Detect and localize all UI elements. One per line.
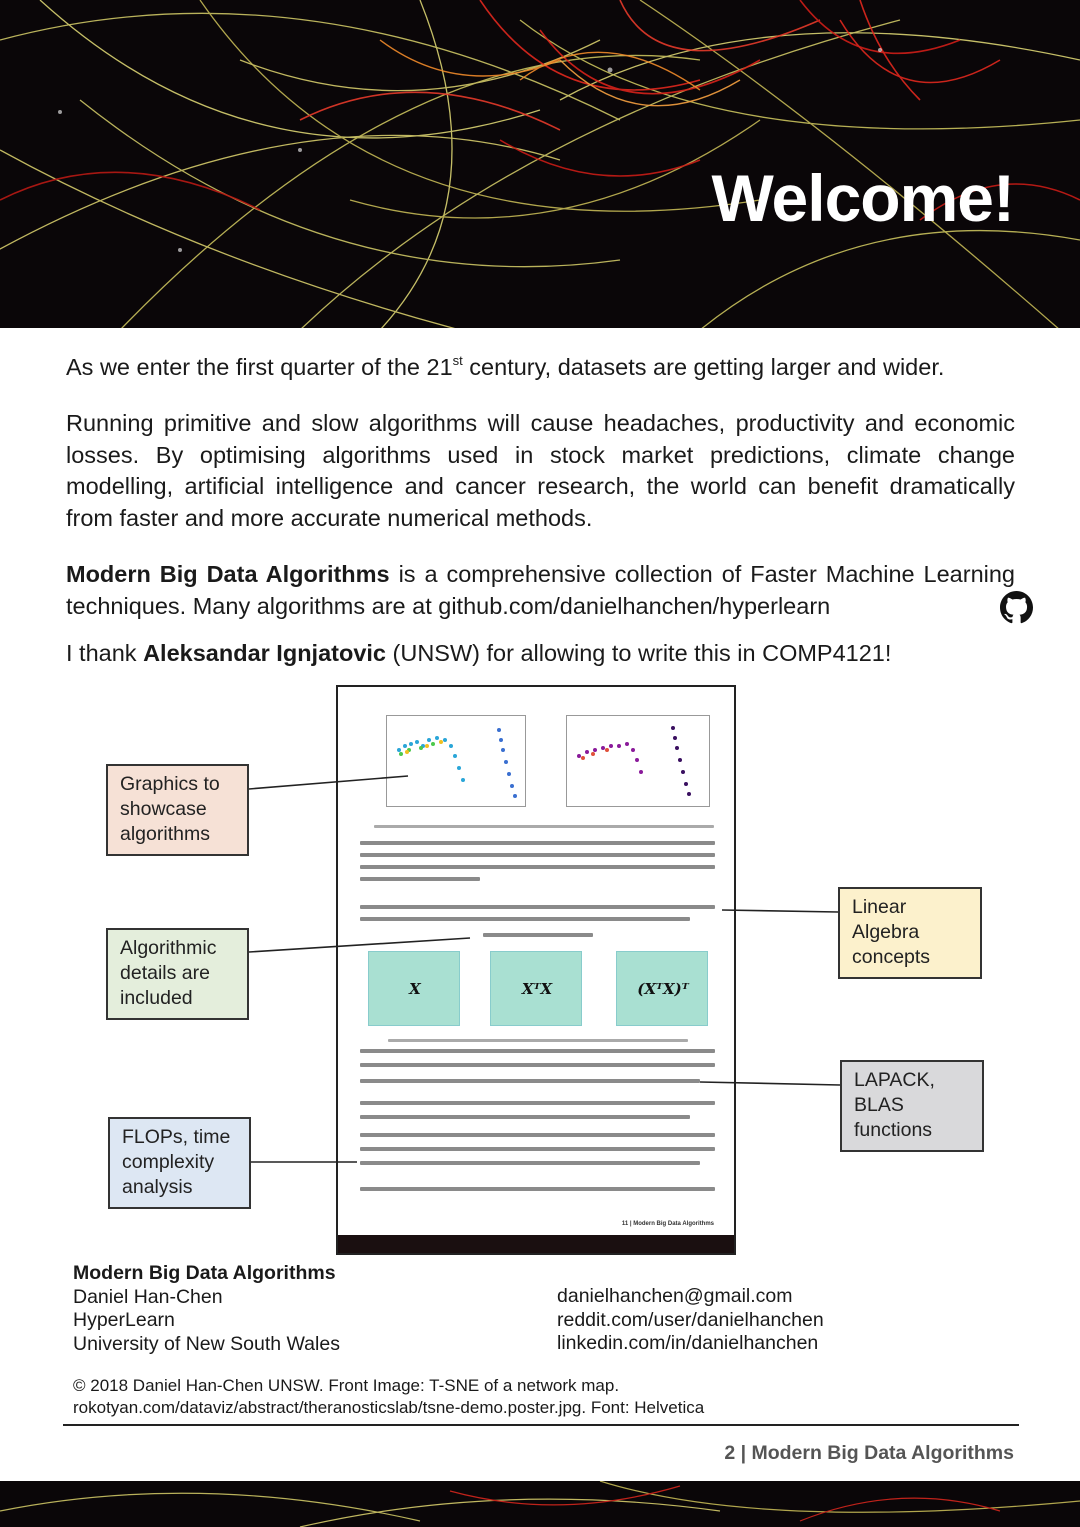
university: University of New South Wales bbox=[73, 1332, 340, 1355]
page-number-footer: 2 | Modern Big Data Algorithms bbox=[724, 1442, 1014, 1464]
intro-paragraph-2: Running primitive and slow algorithms will cause headaches, productivity and economic losses. By optimising algorithms used in stock market predictions, climate change modelling, artificial intelligence and cancer research, the world can benefit dramatically from faster and more accurate numerical methods. bbox=[66, 410, 1015, 531]
hero-banner bbox=[0, 0, 1080, 328]
bottom-image-band bbox=[0, 1481, 1080, 1527]
scatter-plot-thumbnail bbox=[386, 715, 526, 807]
footer-divider bbox=[63, 1424, 1019, 1426]
linkedin-link[interactable]: linkedin.com/in/danielhanchen bbox=[557, 1332, 819, 1354]
intro-paragraph-3: Modern Big Data Algorithms is a comprehensive collection of Faster Machine Learning techniques. Many algorithms are at github.com/danielhanchen/hyperlearn bbox=[66, 561, 1015, 619]
reddit-link[interactable]: reddit.com/user/danielhanchen bbox=[557, 1308, 824, 1331]
github-icon[interactable] bbox=[1000, 591, 1033, 624]
heatmap-xtx-transpose: (XᵀX)ᵀ bbox=[616, 951, 708, 1026]
author-name: Daniel Han-Chen bbox=[73, 1285, 223, 1308]
author-info bbox=[73, 1262, 340, 1356]
callout-algorithmic-details: Algorithmic details are included bbox=[106, 928, 249, 1020]
organization: HyperLearn bbox=[73, 1309, 175, 1331]
scatter-plot-thumbnail-2 bbox=[566, 715, 710, 807]
callout-flops: FLOPs, time complexity analysis bbox=[108, 1117, 251, 1209]
page-title: Welcome! bbox=[711, 161, 1014, 235]
sample-page-preview bbox=[336, 685, 736, 1255]
callout-lapack-blas: LAPACK, BLAS functions bbox=[840, 1060, 984, 1152]
email-link[interactable]: danielhanchen@gmail.com bbox=[557, 1285, 793, 1307]
intro-paragraph-1: As we enter the first quarter of the 21st century, datasets are getting larger and wider. bbox=[66, 353, 945, 380]
preview-page-number: 11 | Modern Big Data Algorithms bbox=[621, 1221, 714, 1227]
acknowledgement: I thank Aleksandar Ignjatovic (UNSW) for allowing to write this in COMP4121! bbox=[66, 640, 892, 666]
callout-linear-algebra: Linear Algebra concepts bbox=[838, 887, 982, 979]
heatmap-x: X bbox=[368, 951, 460, 1026]
preview-footer-band bbox=[338, 1235, 734, 1253]
contact-info bbox=[557, 1285, 824, 1356]
heatmap-xtx: XᵀX bbox=[490, 951, 582, 1026]
copyright-notice: © 2018 Daniel Han-Chen UNSW. Front Image: T-SNE of a network map. rokotyan.com/dataviz/abstract/theranosticslab/tsne-demo.poster.jpg. Font: Helvetica bbox=[73, 1376, 705, 1417]
book-title: Modern Big Data Algorithms bbox=[73, 1262, 336, 1284]
callout-graphics: Graphics to showcase algorithms bbox=[106, 764, 249, 856]
